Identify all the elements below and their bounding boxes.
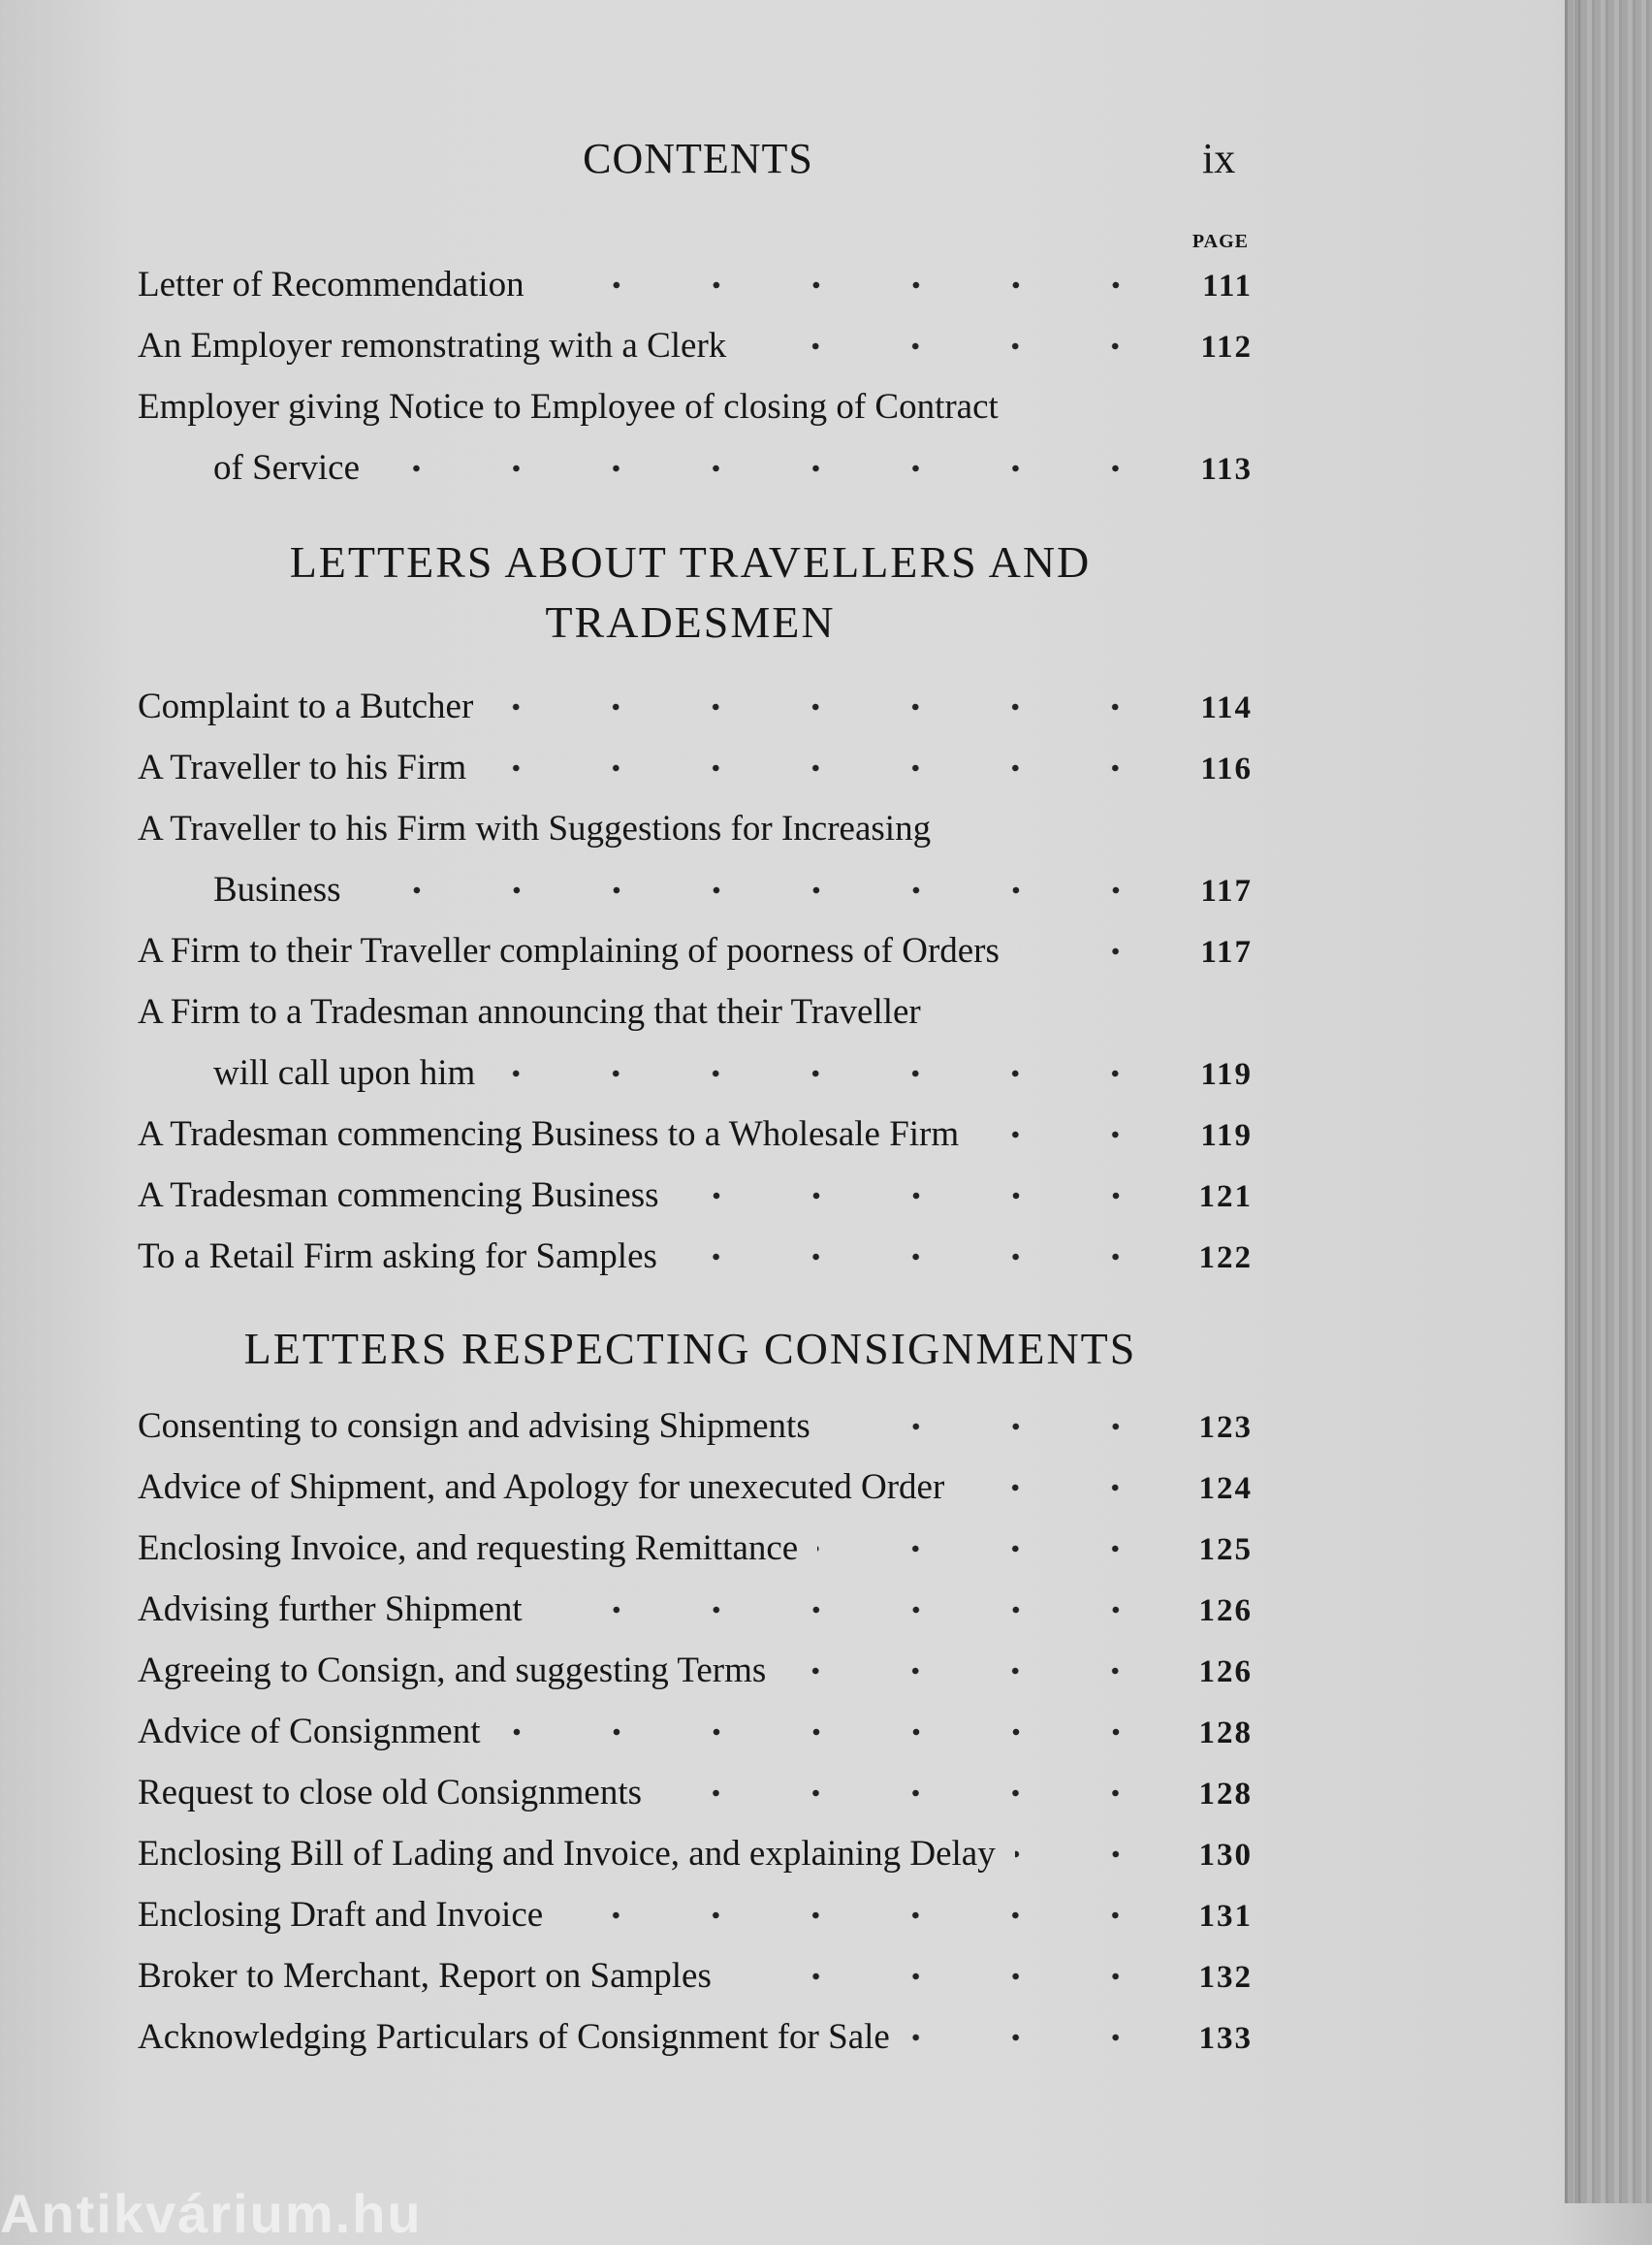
toc-entry[interactable] xyxy=(138,1226,1253,1287)
toc-page-number[interactable]: 111 xyxy=(1202,269,1253,304)
toc-entry[interactable] xyxy=(138,1579,1253,1640)
toc-page-number[interactable]: 133 xyxy=(1198,2021,1253,2056)
dot-leader xyxy=(661,1788,1165,1798)
toc-entry[interactable] xyxy=(138,1518,1253,1579)
dot-leader xyxy=(542,1605,1165,1615)
toc-group xyxy=(138,676,1253,1287)
toc-entry[interactable] xyxy=(138,1104,1253,1165)
toc-entry[interactable] xyxy=(138,1762,1253,1823)
toc-entry[interactable] xyxy=(138,1640,1253,1701)
toc-page-number[interactable]: 131 xyxy=(1198,1899,1253,1934)
toc-entry-title[interactable]: Letter of Recommendation xyxy=(138,265,524,305)
book-page-edge-shadow xyxy=(1574,0,1580,2203)
dot-leader xyxy=(562,1910,1165,1920)
toc-entry-title[interactable]: Acknowledging Particulars of Consignment for Sale xyxy=(138,2017,890,2057)
toc-entry-line xyxy=(138,1823,1253,1884)
toc-entry[interactable] xyxy=(138,254,1253,315)
toc-entry[interactable] xyxy=(138,2006,1253,2068)
dot-leader xyxy=(492,702,1165,712)
toc-entry-title[interactable]: Complaint to a Butcher xyxy=(138,687,474,726)
dot-leader xyxy=(679,1191,1165,1201)
toc-page-number[interactable]: 130 xyxy=(1198,1838,1253,1873)
toc-entry[interactable] xyxy=(138,920,1253,981)
toc-entry-line xyxy=(138,676,1253,737)
toc-entry-line xyxy=(138,1518,1253,1579)
toc-entry[interactable] xyxy=(138,737,1253,798)
dot-leader xyxy=(731,1972,1165,1981)
toc-entry-title[interactable]: A Traveller to his Firm with Suggestions for Increasing xyxy=(138,809,932,849)
section-heading-line: LETTERS RESPECTING CONSIGNMENTS xyxy=(243,1324,1137,1373)
dot-leader xyxy=(500,1727,1165,1737)
page-column-label: PAGE xyxy=(1191,231,1249,252)
toc-page-number[interactable]: 132 xyxy=(1198,1960,1253,1995)
toc-entry-line xyxy=(138,254,1253,315)
toc-entry[interactable] xyxy=(138,1395,1253,1457)
section-heading-line: LETTERS ABOUT TRAVELLERS AND xyxy=(289,537,1092,587)
toc-page-number[interactable]: 128 xyxy=(1198,1716,1253,1750)
toc-entry-line xyxy=(138,1226,1253,1287)
toc-entry-title[interactable]: Enclosing Invoice, and requesting Remittance xyxy=(138,1528,799,1568)
toc-page-number[interactable]: 126 xyxy=(1198,1654,1253,1689)
dot-leader xyxy=(486,763,1165,773)
toc-group xyxy=(138,254,1253,498)
toc-entry[interactable] xyxy=(138,1165,1253,1226)
toc-entry-title[interactable]: Broker to Merchant, Report on Samples xyxy=(138,1956,712,1996)
toc-entry[interactable] xyxy=(138,376,1253,498)
toc-entry-title[interactable]: Enclosing Bill of Lading and Invoice, and explaining Delay xyxy=(138,1834,996,1874)
toc-entry-title[interactable]: Advice of Shipment, and Apology for unexecuted Order xyxy=(138,1467,945,1507)
toc-entry[interactable] xyxy=(138,981,1253,1104)
toc-page-number[interactable]: 117 xyxy=(1200,935,1253,970)
toc-entry-line xyxy=(138,2006,1253,2068)
toc-entry[interactable] xyxy=(138,1701,1253,1762)
toc-entry[interactable] xyxy=(138,315,1253,376)
toc-entry-line xyxy=(138,1884,1253,1945)
toc-entry-line xyxy=(138,737,1253,798)
toc-page-number[interactable]: 126 xyxy=(1198,1593,1253,1628)
toc-entry-line xyxy=(138,981,1253,1042)
toc-entry-line xyxy=(138,859,1253,920)
toc-entry-line xyxy=(138,1762,1253,1823)
toc-entry-line xyxy=(138,437,1253,498)
dot-leader xyxy=(1015,1849,1165,1859)
toc-entry-line xyxy=(138,1579,1253,1640)
section-heading xyxy=(138,532,1253,653)
toc-entry-line xyxy=(138,1945,1253,2006)
toc-page-number[interactable]: 119 xyxy=(1200,1118,1253,1153)
toc-page-number[interactable]: 117 xyxy=(1200,874,1253,909)
toc-entry-title[interactable]: To a Retail Firm asking for Samples xyxy=(138,1236,657,1276)
toc-entry-title[interactable]: Agreeing to Consign, and suggesting Terms xyxy=(138,1651,767,1690)
toc-entry-line xyxy=(138,1042,1253,1104)
dot-leader xyxy=(544,280,1165,290)
dot-leader xyxy=(677,1252,1165,1262)
toc-page-number[interactable]: 112 xyxy=(1200,330,1253,365)
toc-entry-line xyxy=(138,798,1253,859)
toc-entry[interactable] xyxy=(138,798,1253,920)
toc-entry-title[interactable]: Request to close old Consignments xyxy=(138,1773,643,1812)
running-title: CONTENTS xyxy=(583,135,813,182)
section-heading-line: TRADESMEN xyxy=(545,597,836,647)
dot-leader xyxy=(1019,946,1165,956)
watermark: Antikvárium.hu xyxy=(0,2183,423,2244)
toc-entry-title[interactable]: A Tradesman commencing Business to a Wholesale Firm xyxy=(138,1114,960,1154)
toc-entry-title[interactable]: of Service xyxy=(213,448,361,488)
toc-page-number[interactable]: 128 xyxy=(1198,1777,1253,1812)
toc-page-number[interactable]: 122 xyxy=(1198,1240,1253,1275)
toc-entry-title[interactable]: Advising further Shipment xyxy=(138,1589,523,1629)
toc-entry-line xyxy=(138,376,1253,437)
dot-leader xyxy=(978,1130,1165,1139)
toc-entry[interactable] xyxy=(138,1945,1253,2006)
section-heading xyxy=(138,1319,1253,1379)
dot-leader xyxy=(817,1544,1165,1554)
toc-entry-title[interactable]: A Firm to their Traveller complaining of poorness of Orders xyxy=(138,931,1000,971)
page-number: ix xyxy=(1202,135,1236,182)
toc-entry-title[interactable]: A Tradesman commencing Business xyxy=(138,1175,659,1215)
dot-leader xyxy=(785,1666,1165,1676)
toc-group xyxy=(138,1395,1253,2068)
toc-page-number[interactable]: 124 xyxy=(1198,1471,1253,1506)
toc-page-number[interactable]: 123 xyxy=(1198,1410,1253,1445)
toc-entry-line xyxy=(138,315,1253,376)
dot-leader xyxy=(909,2033,1165,2042)
toc-entry-title[interactable]: A Firm to a Tradesman announcing that their Traveller xyxy=(138,992,921,1032)
toc-page-number[interactable]: 119 xyxy=(1200,1057,1253,1092)
dot-leader xyxy=(746,341,1165,351)
toc-entry-title[interactable]: Consenting to consign and advising Shipments xyxy=(138,1406,810,1446)
toc-entry-line xyxy=(138,1395,1253,1457)
dot-leader xyxy=(964,1483,1165,1492)
toc-page-number[interactable]: 116 xyxy=(1200,752,1253,786)
toc-entry[interactable] xyxy=(138,676,1253,737)
dot-leader xyxy=(830,1422,1165,1431)
dot-leader xyxy=(494,1069,1165,1078)
toc-entry-line xyxy=(138,1457,1253,1518)
dot-leader xyxy=(361,885,1165,895)
toc-entry-title[interactable]: Employer giving Notice to Employee of closing of Contract xyxy=(138,387,999,427)
running-header xyxy=(0,134,1652,192)
toc-entry-line xyxy=(138,1104,1253,1165)
toc-entry-line xyxy=(138,920,1253,981)
toc-entry-line xyxy=(138,1701,1253,1762)
dot-leader xyxy=(379,464,1165,473)
toc-page-number[interactable]: 114 xyxy=(1200,690,1253,725)
toc-entry-title[interactable]: Business xyxy=(213,870,341,910)
toc-entry-title[interactable]: A Traveller to his Firm xyxy=(138,748,467,787)
toc-entry[interactable] xyxy=(138,1457,1253,1518)
toc-page-number[interactable]: 121 xyxy=(1198,1179,1253,1214)
toc-entry-title[interactable]: will call upon him xyxy=(213,1053,476,1093)
toc-page-number[interactable]: 113 xyxy=(1200,452,1253,487)
toc-entry-line xyxy=(138,1640,1253,1701)
toc-page-number[interactable]: 125 xyxy=(1198,1532,1253,1567)
toc-entry-line xyxy=(138,1165,1253,1226)
toc-entry-title[interactable]: Advice of Consignment xyxy=(138,1712,481,1751)
toc-entry[interactable] xyxy=(138,1884,1253,1945)
toc-entry-title[interactable]: An Employer remonstrating with a Clerk xyxy=(138,326,727,366)
toc-entry-title[interactable]: Enclosing Draft and Invoice xyxy=(138,1895,544,1935)
toc-entry[interactable] xyxy=(138,1823,1253,1884)
